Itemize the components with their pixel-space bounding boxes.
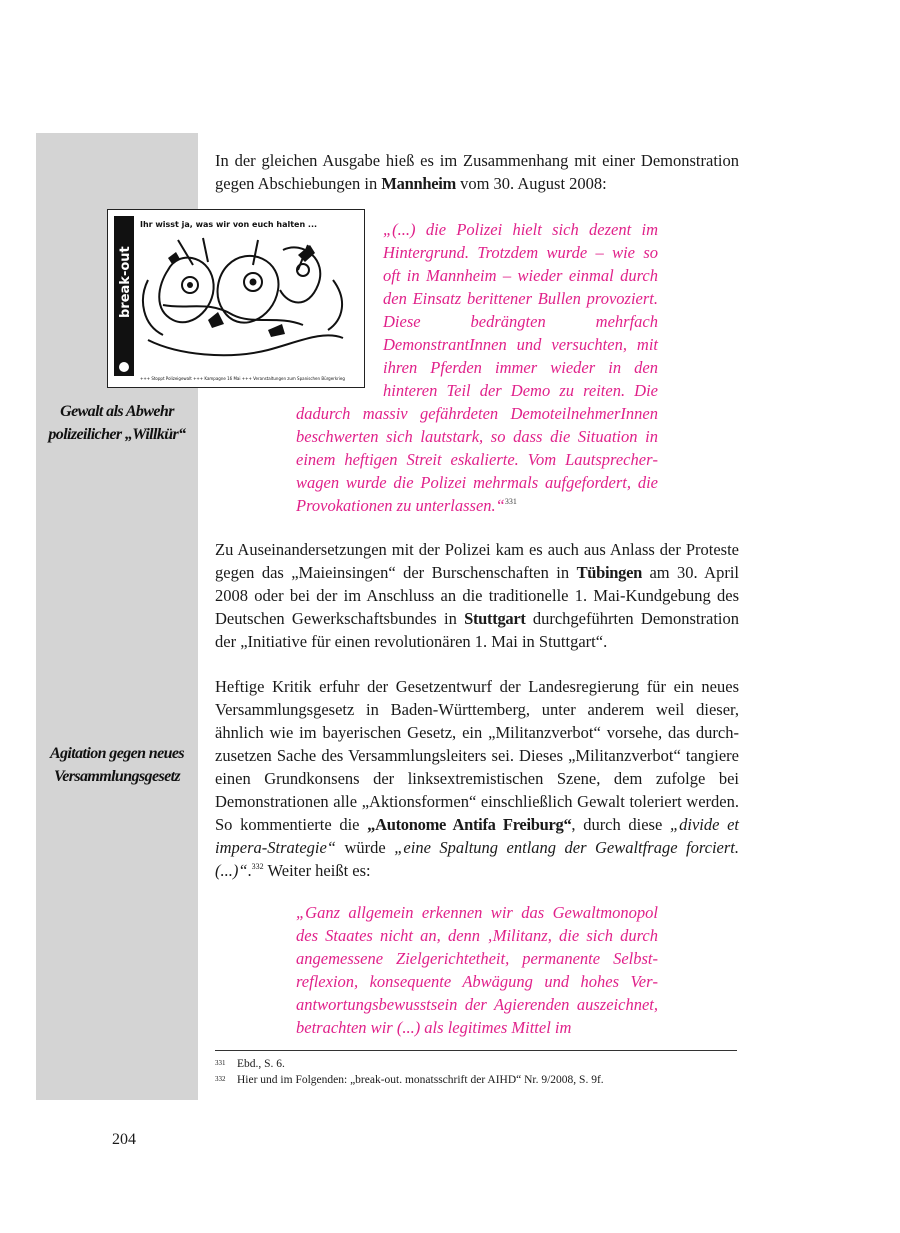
paragraph-text: Heftige Kritik erfuhr der Gesetzentwurf der Landesregierung für ein neues Versammlungsgesetz in Baden-Württemberg, unter anderem weil dieser, ähnlich wie im bayerischen Gesetz, ein „Militanzverbot“ vorsehe, das durchzusetzen Sache des Versammlungsleiters sei. Dieses „Militanzverbot“ tangiere einen Grundkonsens der linksextremistischen Szene, dem zufolge bei Demonstrationen alle „Aktionsformen“ einschließlich Gewalt toleriert werden. So kommentierte die: [215, 677, 739, 834]
paragraph-text: In der gleichen Ausgabe hieß es im Zusammenhang mit einer Demonstration gegen Abschiebungen in: [215, 151, 739, 193]
footnote-divider: [215, 1050, 737, 1051]
paragraph-text: durchgeführten Demonstration der „Initiative für einen revolutionären 1. Mai in Stuttgart“.: [215, 609, 739, 651]
footnote-number: 332: [215, 1075, 226, 1083]
page-number: 204: [112, 1131, 136, 1148]
paragraph-text: würde: [336, 838, 395, 857]
paragraph-text: , durch diese: [571, 815, 670, 834]
footnote-332: [215, 1072, 739, 1088]
float-spacer: [296, 218, 383, 388]
paragraph-text: Zu Auseinandersetzungen mit der Polizei kam es auch aus Anlass der Proteste gegen das „Maieinsingen“ der Burschenschaften in: [215, 540, 739, 582]
italic-divide-et-impera: „divide et impera-Strategie“: [215, 815, 739, 857]
margin-note-assembly-law: Agitation gegen neues Versammlungsgesetz: [49, 745, 185, 785]
footnote-number: 331: [215, 1059, 226, 1067]
footnote-331: [215, 1056, 739, 1072]
highlight-tuebingen: Tübingen: [576, 563, 643, 582]
footnote-ref-331: 331: [504, 496, 517, 506]
italic-spaltung: „eine Spaltung entlang der Gewaltfrage forciert. (...)“: [215, 838, 740, 880]
quote-mannheim: [296, 218, 658, 517]
paragraph-text: am 30. April 2008 oder bei der im Anschluss an die traditionelle 1. Mai-Kundgebung des Deutschen Gewerkschaftsbundes in: [215, 563, 740, 628]
figure-side-title: break-out: [118, 246, 133, 318]
figure-footer: +++ Stoppt Polizeigewalt +++ Kampagne 16 Mai +++ Veranstaltungen zum Spanischen Bürgerkrieg: [140, 376, 345, 381]
paragraph-text: Weiter heißt es:: [263, 861, 371, 880]
quote-text: „(...) die Polizei hielt sich dezent im Hintergrund. Trotzdem wurde – wie so oft in Mannheim – wieder einmal durch den Einsatz berittener Bullen provoziert. Diese bedrängten mehrfach DemonstrantInnen und versuchten, mit ihren Pferden immer wieder in den hinteren Teil der Demo zu reiten. Die dadurch massiv gefährdeten DemoteilnehmerInnen beschwerten sich lautstark, so dass die Situation in einem heftigen Streit eskalierte. Vom Lautsprecherwagen wurde die Polizei mehrmals aufgefordert, die Provokationen zu unterlassen.“: [296, 220, 658, 515]
highlight-mannheim: Mannheim: [381, 174, 456, 193]
paragraph-text: .: [247, 861, 252, 880]
paragraph-clashes: [215, 538, 739, 653]
highlight-antifa-freiburg: „Autonome Antifa Freiburg“: [367, 815, 572, 834]
figure-header: Ihr wisst ja, was wir von euch halten ...: [140, 220, 318, 229]
margin-note-violence: Gewalt als Abwehr polizeilicher „Willkür“: [48, 403, 186, 443]
quote-gewaltmonopol: „Ganz allgemein erkennen wir das Gewaltmonopol des Staates nicht an, denn ‚Militanz, die sich durch angemessene Zielgerichtetheit, permanente Selbstreflexion, konsequente Abwägung und hohes Verantwortungsbewusstsein der Agierenden auszeichnet, betrachten wir (...) als legitimes Mittel im: [296, 903, 658, 1037]
footnote-ref-332: 332: [251, 861, 264, 871]
footnote-text: Hier und im Folgenden: „break-out. monatsschrift der AIHD“ Nr. 9/2008, S. 9f.: [237, 1074, 604, 1086]
footnote-text: Ebd., S. 6.: [237, 1058, 285, 1070]
paragraph-assembly-law: [215, 675, 739, 882]
paragraph-intro: [215, 149, 739, 195]
highlight-stuttgart: Stuttgart: [464, 609, 526, 628]
paragraph-text: vom 30. August 2008:: [455, 174, 607, 193]
